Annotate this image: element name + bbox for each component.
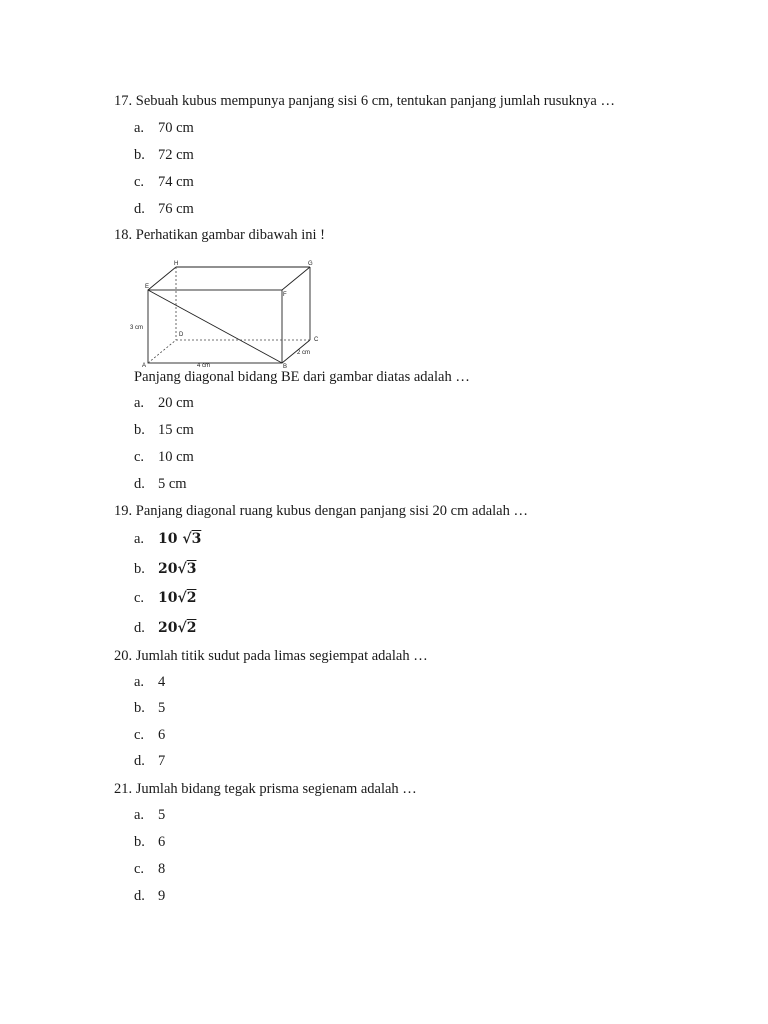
question-18	[114, 227, 325, 244]
option-label: d.	[134, 201, 145, 217]
vertex-label-B: B	[283, 364, 288, 368]
cuboid-figure	[128, 256, 328, 368]
option-label: b.	[134, 147, 145, 163]
coefficient: 20	[158, 620, 178, 636]
edge-EH	[148, 267, 176, 290]
dimension-width: 2 cm	[297, 350, 311, 356]
question-20	[114, 648, 428, 665]
option-label: b.	[134, 422, 145, 438]
question-text: Jumlah bidang tegak prisma segienam adalah …	[135, 781, 417, 797]
option-text: 5	[158, 700, 166, 716]
question-number: 18.	[114, 227, 133, 243]
dimension-height: 3 cm	[130, 325, 144, 331]
radicand: 2	[186, 590, 197, 606]
question-text: Jumlah titik sudut pada limas segiempat adalah …	[135, 648, 428, 664]
option-text: 5	[158, 807, 166, 823]
option-20b[interactable]	[134, 700, 165, 717]
diagonal-BE	[148, 290, 282, 363]
option-label: d.	[134, 888, 145, 904]
option-label: d.	[134, 620, 145, 636]
option-text: 74 cm	[158, 174, 194, 190]
option-text: 4	[158, 674, 166, 690]
option-label: d.	[134, 753, 145, 769]
vertex-label-D: D	[179, 332, 184, 338]
option-20a[interactable]	[134, 674, 165, 691]
option-text: 9	[158, 888, 166, 904]
vertex-label-H: H	[174, 261, 179, 267]
option-21c[interactable]	[134, 861, 165, 878]
option-19b[interactable]	[134, 561, 196, 578]
vertex-label-C: C	[314, 337, 319, 343]
option-label: b.	[134, 834, 145, 850]
math-expression	[158, 620, 196, 636]
option-18d[interactable]	[134, 476, 187, 493]
option-label: a.	[134, 531, 145, 547]
option-21a[interactable]	[134, 807, 165, 824]
option-text: 70 cm	[158, 120, 194, 136]
option-label: a.	[134, 807, 145, 823]
option-label: d.	[134, 476, 145, 492]
sqrt-symbol: √	[177, 561, 187, 577]
option-label: c.	[134, 449, 145, 465]
radicand: 2	[186, 620, 197, 636]
option-19c[interactable]	[134, 590, 196, 607]
sqrt-symbol: √	[177, 590, 187, 606]
option-18c[interactable]	[134, 449, 194, 466]
option-label: c.	[134, 861, 145, 877]
vertex-label-A: A	[142, 363, 147, 368]
option-label: c.	[134, 174, 145, 190]
option-text: 5 cm	[158, 476, 187, 492]
option-text: 15 cm	[158, 422, 194, 438]
option-20d[interactable]	[134, 753, 165, 770]
option-17b[interactable]	[134, 147, 194, 164]
option-label: c.	[134, 727, 145, 743]
option-label: b.	[134, 700, 145, 716]
dimension-length: 4 cm	[197, 363, 211, 368]
option-20c[interactable]	[134, 727, 165, 744]
vertex-label-F: F	[283, 292, 287, 298]
vertex-label-E: E	[145, 284, 150, 290]
option-17a[interactable]	[134, 120, 194, 137]
question-19	[114, 503, 528, 520]
coefficient: 10	[158, 531, 183, 547]
question-number: 17.	[114, 93, 133, 109]
option-17c[interactable]	[134, 174, 194, 191]
radicand: 3	[186, 561, 197, 577]
option-label: a.	[134, 395, 145, 411]
option-text: 6	[158, 727, 166, 743]
radicand: 3	[191, 531, 202, 547]
question-text: Panjang diagonal ruang kubus dengan panjang sisi 20 cm adalah …	[135, 503, 528, 519]
edge-AD	[148, 340, 176, 363]
option-text: 8	[158, 861, 166, 877]
coefficient: 10	[158, 590, 178, 606]
option-text: 72 cm	[158, 147, 194, 163]
sqrt-symbol: √	[177, 620, 187, 636]
question-text: Perhatikan gambar dibawah ini !	[135, 227, 325, 243]
option-label: a.	[134, 674, 145, 690]
question-number: 20.	[114, 648, 133, 664]
option-label: b.	[134, 561, 145, 577]
math-expression	[158, 561, 196, 577]
option-text: 76 cm	[158, 201, 194, 217]
option-18a[interactable]	[134, 395, 194, 412]
question-text: Sebuah kubus mempunya panjang sisi 6 cm, tentukan panjang jumlah rusuknya …	[135, 93, 615, 109]
option-18b[interactable]	[134, 422, 194, 439]
option-17d[interactable]	[134, 201, 194, 218]
coefficient: 20	[158, 561, 178, 577]
vertex-label-G: G	[308, 261, 313, 267]
question-number: 19.	[114, 503, 133, 519]
math-expression	[158, 531, 201, 547]
question-21	[114, 781, 417, 798]
math-expression	[158, 590, 196, 606]
option-19d[interactable]	[134, 620, 196, 637]
option-text: 10 cm	[158, 449, 194, 465]
question-17	[114, 93, 615, 110]
question-18-caption: Panjang diagonal bidang BE dari gambar diatas adalah …	[134, 369, 470, 385]
option-text: 7	[158, 753, 166, 769]
edge-FG	[282, 267, 310, 290]
option-21d[interactable]	[134, 888, 165, 905]
option-19a[interactable]	[134, 531, 201, 548]
option-label: c.	[134, 590, 145, 606]
option-label: a.	[134, 120, 145, 136]
question-number: 21.	[114, 781, 133, 797]
sqrt-symbol: √	[182, 531, 192, 547]
option-21b[interactable]	[134, 834, 165, 851]
option-text: 6	[158, 834, 166, 850]
option-text: 20 cm	[158, 395, 194, 411]
